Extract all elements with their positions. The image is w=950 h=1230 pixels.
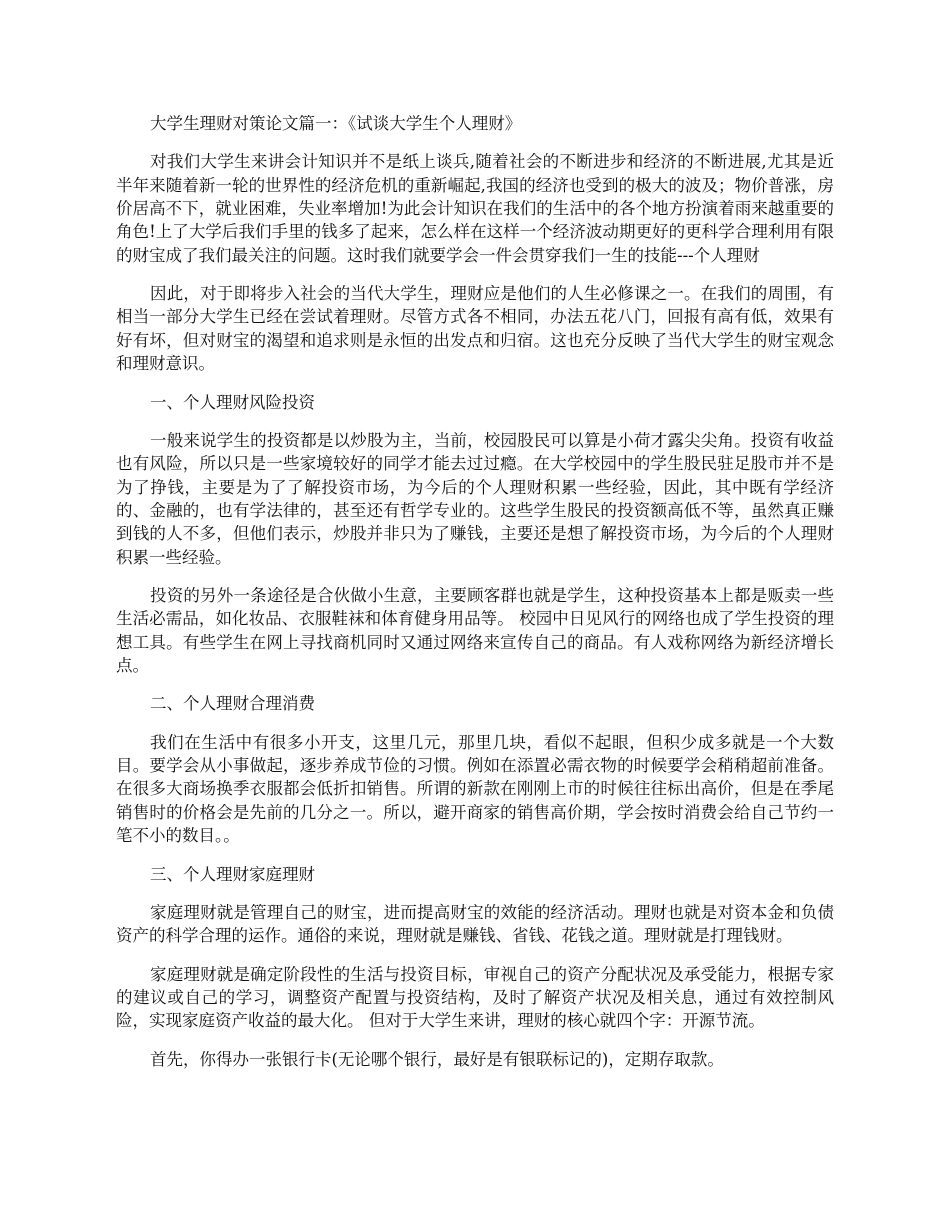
- section-heading-1: 一、个人理财风险投资: [150, 392, 315, 412]
- document-body: [116, 112, 834, 1086]
- paragraph-4: 投资的另外一条途径是合伙做小生意，主要顾客群也就是学生，这种投资基本上都是贩卖一些生活必需品，如化妆品、衣服鞋袜和体育健身用品等。 校园中日见风行的网络也成了学生投资的理想工具。有些学生在网上寻找商机同时又通过网络来宣传自己的商品。有人戏称网络为新经济增长点。: [116, 585, 834, 675]
- paragraph-7: 家庭理财就是确定阶段性的生活与投资目标，审视自己的资产分配状况及承受能力，根据专家的建议或自己的学习，调整资产配置与投资结构，及时了解资产状况及相关息，通过有效控制风险，实现家庭资产收益的最大化。 但对于大学生来讲，理财的核心就四个字：开源节流。: [116, 964, 834, 1031]
- paragraph-6: 家庭理财就是管理自己的财宝，进而提高财宝的效能的经济活动。理财也就是对资本金和负债资产的科学合理的运作。通俗的来说，理财就是赚钱、省钱、花钱之道。理财就是打理钱财。: [116, 903, 834, 946]
- paragraph-1: 对我们大学生来讲会计知识并不是纸上谈兵,随着社会的不断进步和经济的不断进展,尤其是近半年来随着新一轮的世界性的经济危机的重新崛起,我国的经济也受到的极大的波及；物价普涨，房价居高不下，就业困难，失业率增加!为此会计知识在我们的生活中的各个地方扮演着雨来越重要的角色!上了大学后我们手里的钱多了起来，怎么样在这样一个经济波动期更好的更科学合理利用有限的财宝成了我们最关注的问题。这时我们就要学会一件会贯穿我们一生的技能---个人理财: [116, 152, 834, 265]
- paragraph-8: 首先，你得办一张银行卡(无论哪个银行，最好是有银联标记的)，定期存取款。: [150, 1049, 724, 1069]
- paragraph-2: 因此，对于即将步入社会的当代大学生，理财应是他们的人生必修课之一。在我们的周围，有相当一部分大学生已经在尝试着理财。尽管方式各不相同，办法五花八门，回报有高有低，效果有好有坏，但对财宝的渴望和追求则是永恒的出发点和归宿。这也充分反映了当代大学生的财宝观念和理财意识。: [116, 284, 834, 374]
- document-title: 大学生理财对策论文篇一：《试谈大学生个人理财》: [150, 114, 522, 133]
- paragraph-5: 我们在生活中有很多小开支，这里几元，那里几块，看似不起眼，但积少成多就是一个大数目。要学会从小事做起，逐步养成节俭的习惯。例如在添置必需衣物的时候要学会稍稍超前准备。在很多大商场换季衣服都会低折扣销售。所谓的新款在刚刚上市的时候往往标出高价，但是在季尾销售时的价格会是先前的几分之一。所以，避开商家的销售高价期，学会按时消费会给自己节约一笔不小的数目。。: [116, 732, 834, 846]
- section-heading-2: 二、个人理财合理消费: [150, 694, 315, 714]
- section-heading-3: 三、个人理财家庭理财: [150, 864, 315, 884]
- paragraph-3: 一般来说学生的投资都是以炒股为主，当前，校园股民可以算是小荷才露尖尖角。投资有收益也有风险，所以只是一些家境较好的同学才能去过过瘾。在大学校园中的学生股民驻足股市并不是为了挣钱，主要是为了了解投资市场，为今后的个人理财积累一些经验，因此，其中既有学经济的、金融的，也有学法律的，甚至还有哲学专业的。这些学生股民的投资额高低不等，虽然真正赚到钱的人不多，但他们表示，炒股并非只为了赚钱，主要还是想了解投资市场，为今后的个人理财积累一些经验。: [116, 431, 834, 567]
